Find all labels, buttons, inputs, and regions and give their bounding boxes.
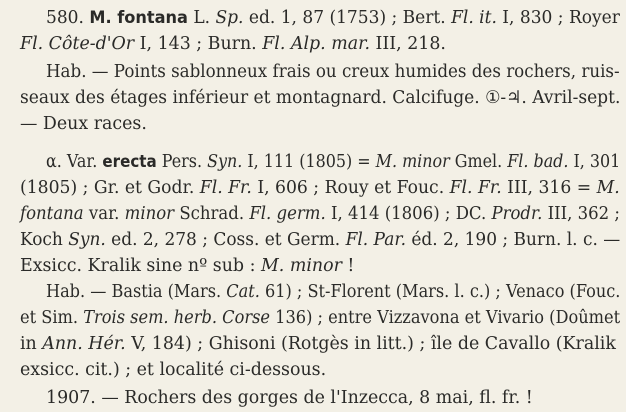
habitat-line-2 [20, 86, 620, 110]
variety-synonym: minor [124, 204, 175, 224]
variety-text: Schrad. [174, 204, 250, 224]
variety-synonym: M. [596, 178, 620, 198]
variety-line-1 [46, 150, 620, 174]
variety-text: var. [83, 204, 125, 224]
record-line [46, 386, 533, 410]
variety-text: III, 316 = [501, 178, 597, 198]
variety-line-5 [20, 254, 354, 278]
habitat2-text: 61) ; St-Florent (Mars. l. c.) ; Venaco (Fouc. [259, 282, 621, 302]
habitat2-ref: Cat. [226, 282, 260, 302]
variety-line-3 [20, 202, 620, 226]
variety-ref: Fl. Fr. [199, 178, 252, 198]
record-text: 1907. — Rochers des gorges de l'Inzecca, 8 mai, fl. fr. ! [46, 388, 533, 408]
variety-ref: Fl. bad. [507, 152, 569, 172]
variety-ref: Prodr. [491, 204, 543, 224]
variety-ref: Fl. Fr. [449, 178, 502, 198]
variety-ref: Syn. [207, 152, 243, 172]
habitat2-text: in [20, 334, 43, 354]
variety-line-4 [20, 228, 620, 252]
variety-synonym: fontana [20, 204, 84, 224]
variety-name: erecta [102, 152, 157, 171]
variety-synonym: M. minor [260, 256, 342, 276]
habitat-text: Hab. — Points sablonneux frais ou creux humides des rochers, ruis- [46, 62, 620, 82]
species-name: M. fontana [89, 8, 188, 27]
entry-ref-flit: Fl. it. [451, 8, 497, 28]
entry-text: ed. 1, 87 (1753) ; Bert. [243, 8, 452, 28]
habitat2-ref: Ann. Hér. [42, 334, 126, 354]
variety-text: éd. 2, 190 ; Burn. l. c. — [405, 230, 621, 250]
entry-line-1 [46, 6, 620, 30]
habitat2-line-4 [20, 358, 326, 382]
variety-text: III, 362 ; [542, 204, 620, 224]
entry-text: I, 143 ; Burn. [134, 34, 263, 54]
entry-text: III, 218. [370, 34, 446, 54]
habitat2-text: V, 184) ; Ghisoni (Rotgès in litt.) ; île de Cavallo (Kralik [125, 334, 616, 354]
variety-text: I, 414 (1806) ; DC. [325, 204, 492, 224]
variety-text: I, 301 [568, 152, 621, 172]
variety-text: Exsicc. Kralik sine nº sub : [20, 256, 261, 276]
variety-text: (1805) ; Gr. et Godr. [20, 178, 200, 198]
variety-text: Gmel. [449, 152, 508, 172]
entry-number: 580. [46, 8, 84, 28]
habitat2-line-2 [20, 306, 620, 330]
habitat2-ref: Trois sem. herb. Corse [83, 308, 270, 328]
habitat-text: — Deux races. [20, 114, 147, 134]
variety-text: Koch [20, 230, 69, 250]
variety-text: ed. 2, 278 ; Coss. et Germ. [105, 230, 346, 250]
entry-text: L. [187, 8, 216, 28]
variety-ref: Fl. Par. [345, 230, 406, 250]
habitat2-line-1 [46, 280, 620, 304]
variety-text: α. Var. [46, 152, 103, 172]
entry-ref-flalp: Fl. Alp. mar. [262, 34, 371, 54]
variety-ref: Syn. [68, 230, 106, 250]
habitat2-text: 136) ; entre Vizzavona et Vivario (Doûmet [269, 308, 621, 328]
habitat-line-1 [46, 60, 620, 84]
habitat2-line-3 [20, 332, 616, 356]
variety-text: Pers. [156, 152, 208, 172]
habitat2-text: Hab. — Bastia (Mars. [46, 282, 227, 302]
variety-ref: Fl. germ. [249, 204, 326, 224]
variety-text: ! [341, 256, 355, 276]
entry-ref-flcotedor: Fl. Côte-d'Or [20, 34, 135, 54]
variety-text: I, 606 ; Rouy et Fouc. [251, 178, 450, 198]
habitat-line-3 [20, 112, 147, 136]
entry-line-2 [20, 32, 446, 56]
habitat2-text: et Sim. [20, 308, 84, 328]
variety-synonym: M. minor [375, 152, 450, 172]
entry-text: I, 830 ; Royer [496, 8, 620, 28]
entry-ref-sp: Sp. [215, 8, 244, 28]
habitat-text: seaux des étages inférieur et montagnard. Calcifuge. ①-♃. Avril-sept. [20, 88, 621, 108]
habitat2-text: exsicc. cit.) ; et localité ci-dessous. [20, 360, 327, 380]
variety-line-2 [20, 176, 620, 200]
variety-text: I, 111 (1805) = [242, 152, 376, 172]
